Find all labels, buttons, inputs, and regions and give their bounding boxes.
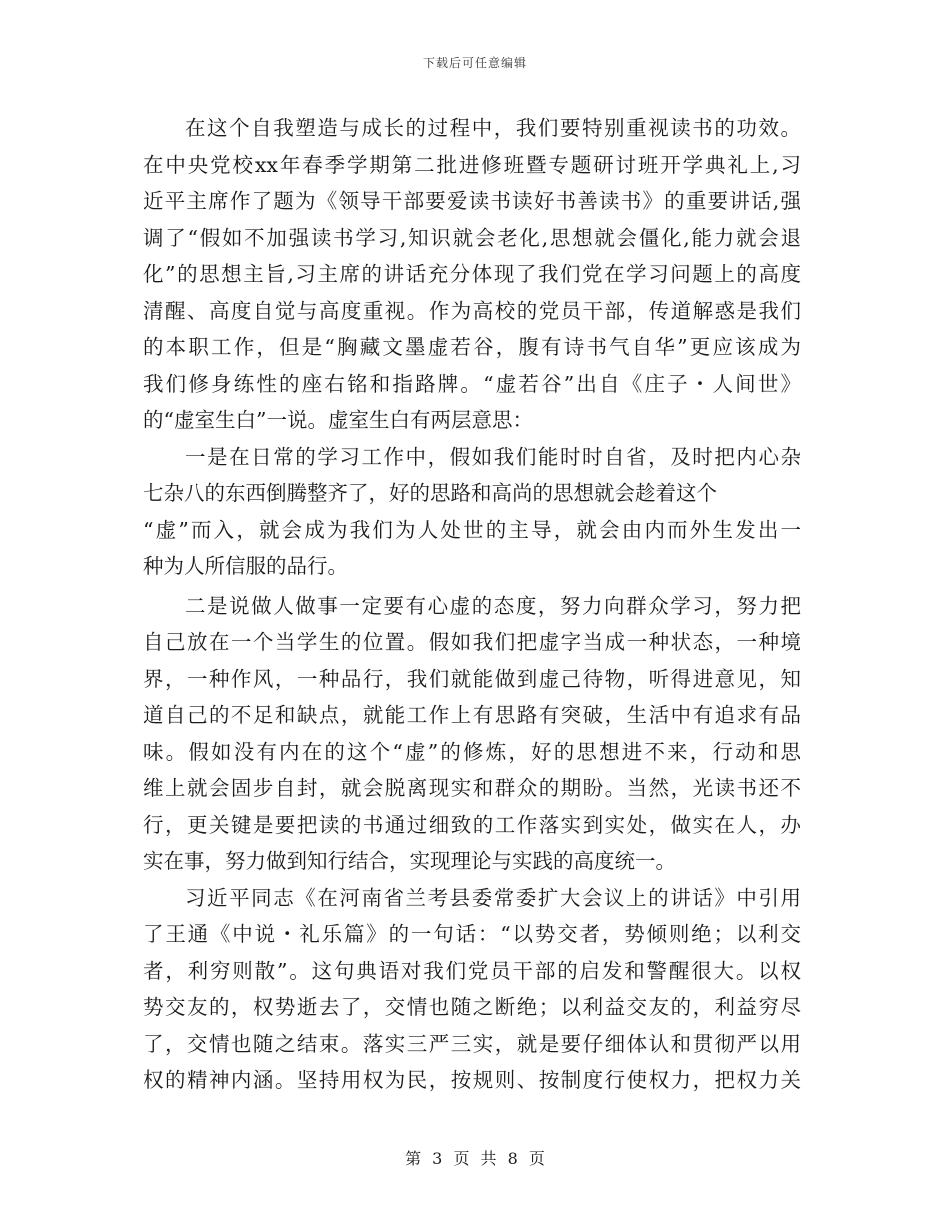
paragraph-1-line-5: 化”的思想主旨,习主席的讲话充分体现了我们党在学习问题上的高度 [143,262,801,286]
paragraph-3-line-1: 二是说做人做事一定要有心虚的态度，努力向群众学习，努力把 [185,593,801,618]
paragraph-1-line-1: 在这个自我塑造与成长的过程中，我们要特别重视读书的功效。 [185,116,801,140]
paragraph-4-line-4: 势交友的，权势逝去了，交情也随之断绝；以利益交友的，利益穷尽 [143,995,801,1019]
paragraph-4-line-3: 者，利穷则散”。这句典语对我们党员干部的启发和警醒很大。以权 [143,958,801,983]
paragraph-1-line-3: 近平主席作了题为《领导干部要爱读书读好书善读书》的重要讲话,强 [143,189,801,213]
paragraph-2-line-4: 种为人所信服的品行。 [143,554,348,578]
paragraph-3-line-5: 味。假如没有内在的这个“虚”的修炼，好的思想进不来，行动和思 [143,739,801,764]
paragraph-1-line-9: 的“虚室生白”一说。虚室生白有两层意思： [143,408,533,432]
paragraph-3-line-3: 界，一种作风，一种品行，我们就能做到虚己待物，听得进意见，知 [143,666,801,691]
paragraph-1-line-4: 调了“假如不加强读书学习,知识就会老化,思想就会僵化,能力就会退 [143,225,801,250]
paragraph-1-line-6: 清醒、高度自觉与高度重视。作为高校的党员干部，传道解惑是我们 [143,298,801,323]
page-footer: 第 3 页 共 8 页 [405,1149,545,1168]
document-body [143,110,801,1099]
paragraph-3-line-7: 行，更关键是要把读的书通过细致的工作落实到实处，做实在人，办 [143,812,801,837]
paragraph-1-line-8: 我们修身练性的座右铭和指路牌。“虚若谷”出自《庄子・人间世》 [143,371,801,396]
paragraph-1-line-2: 在中央党校xx年春季学期第二批进修班暨专题研讨班开学典礼上,习 [143,152,801,177]
paragraph-2-line-1: 一是在日常的学习工作中，假如我们能时时自省，及时把内心杂 [185,444,801,469]
paragraph-2-line-3: “虚”而入，就会成为我们为人处世的主导，就会由内而外生发出一 [143,517,801,542]
page-header: 下载后可任意编辑 [422,56,527,70]
paragraph-4-line-6: 权的精神内涵。坚持用权为民，按规则、按制度行使权力，把权力关 [143,1068,801,1092]
paragraph-3-line-8: 实在事，努力做到知行结合，实现理论与实践的高度统一。 [143,849,676,873]
paragraph-1-line-7: 的本职工作，但是“胸藏文墨虚若谷，腹有诗书气自华”更应该成为 [143,335,801,359]
paragraph-4-line-1: 习近平同志《在河南省兰考县委常委扩大会议上的讲话》中引用 [185,885,801,910]
paragraph-3-line-4: 道自己的不足和缺点，就能工作上有思路有突破，生活中有追求有品 [143,703,801,727]
paragraph-3-line-2: 自己放在一个当学生的位置。假如我们把虚字当成一种状态，一种境 [143,630,801,654]
paragraph-4-line-2: 了王通《中说・礼乐篇》的一句话：“以势交者，势倾则绝；以利交 [143,922,801,946]
paragraph-3-line-6: 维上就会固步自封，就会脱离现实和群众的期盼。当然，光读书还不 [143,776,801,800]
paragraph-2-line-2: 七杂八的东西倒腾整齐了，好的思路和高尚的思想就会趁着这个 [143,481,717,505]
paragraph-4-line-5: 了，交情也随之结束。落实三严三实，就是要仔细体认和贯彻严以用 [143,1031,801,1056]
